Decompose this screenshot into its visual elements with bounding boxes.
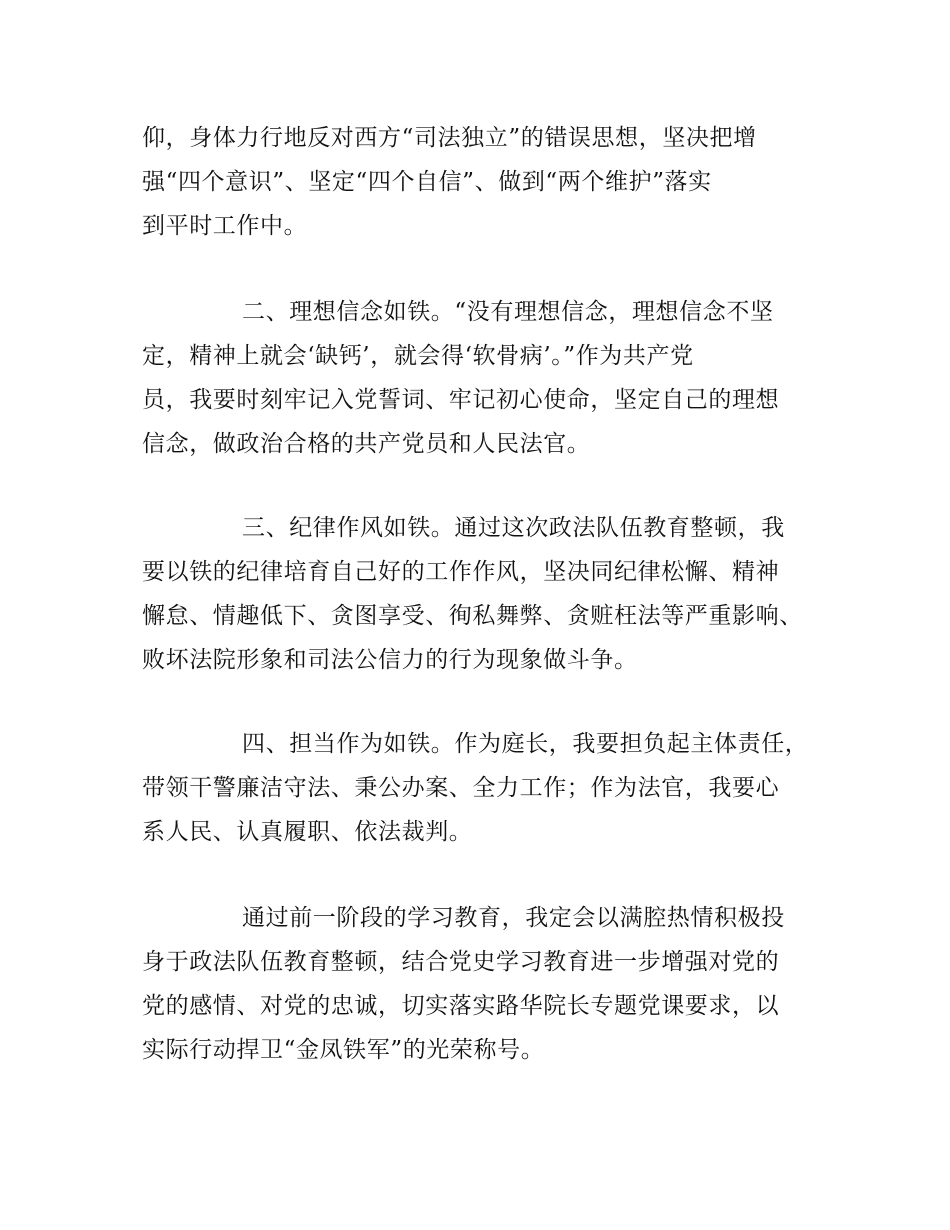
paragraph-discipline-style bbox=[142, 506, 814, 682]
paragraph-continuation bbox=[142, 116, 814, 248]
text-line: 要以铁的纪律培育自己好的工作作风，坚决同纪律松懈、精神 bbox=[142, 559, 780, 585]
text-line: 四、担当作为如铁。作为庭长，我要担负起主体责任， bbox=[242, 731, 809, 757]
text-line: 身于政法队伍教育整顿，结合党史学习教育进一步增强对党的 bbox=[142, 949, 780, 975]
text-line: 败坏法院形象和司法公信力的行为现象做斗争。 bbox=[142, 647, 638, 673]
text-line: 三、纪律作风如铁。通过这次政法队伍教育整顿，我 bbox=[242, 515, 785, 541]
text-line: 党的感情、对党的忠诚，切实落实路华院长专题党课要求，以 bbox=[142, 993, 780, 1019]
text-line: 实际行动捍卫“金凤铁军”的光荣称号。 bbox=[142, 1037, 545, 1063]
text-line: 仰，身体力行地反对西方“司法独立”的错误思想，坚决把增 bbox=[142, 125, 757, 151]
text-line: 定，精神上就会‘缺钙’，就会得‘软骨病’。”作为共产党 bbox=[142, 343, 694, 369]
text-line: 通过前一阶段的学习教育，我定会以满腔热情积极投 bbox=[242, 905, 785, 931]
text-line: 懈怠、情趣低下、贪图享受、徇私舞弊、贪赃枉法等严重影响、 bbox=[142, 603, 803, 629]
text-line: 员，我要时刻牢记入党誓词、牢记初心使命，坚定自己的理想 bbox=[142, 387, 780, 413]
text-line: 带领干警廉洁守法、秉公办案、全力工作；作为法官，我要心 bbox=[142, 775, 780, 801]
paragraph-responsibility bbox=[142, 722, 814, 854]
text-line: 强“四个意识”、坚定“四个自信”、做到“两个维护”落实 bbox=[142, 169, 712, 195]
paragraph-conclusion bbox=[142, 896, 814, 1072]
text-line: 系人民、认真履职、依法裁判。 bbox=[142, 819, 473, 845]
text-line: 信念，做政治合格的共产党员和人民法官。 bbox=[142, 431, 591, 457]
paragraph-ideals-faith bbox=[142, 290, 814, 466]
text-line: 二、理想信念如铁。“没有理想信念，理想信念不坚 bbox=[242, 299, 774, 325]
text-line: 到平时工作中。 bbox=[142, 213, 308, 239]
